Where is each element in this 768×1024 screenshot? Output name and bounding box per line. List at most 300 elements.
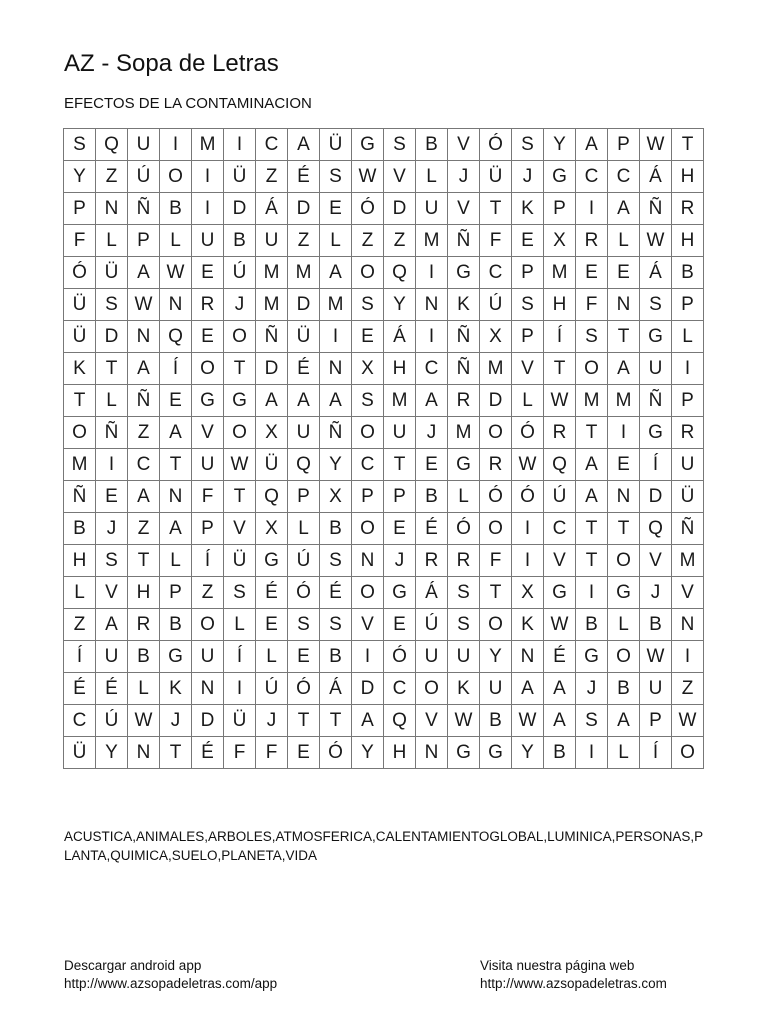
grid-cell: Q [288, 449, 320, 481]
grid-cell: T [480, 193, 512, 225]
grid-cell: T [576, 513, 608, 545]
grid-cell: B [576, 609, 608, 641]
grid-cell: G [224, 385, 256, 417]
grid-cell: J [224, 289, 256, 321]
grid-cell: E [576, 257, 608, 289]
grid-cell: V [416, 705, 448, 737]
grid-cell: G [640, 417, 672, 449]
grid-cell: E [288, 641, 320, 673]
grid-cell: I [224, 673, 256, 705]
grid-cell: R [192, 289, 224, 321]
grid-cell: D [288, 289, 320, 321]
grid-cell: Ü [288, 321, 320, 353]
grid-cell: B [608, 673, 640, 705]
grid-cell: I [576, 737, 608, 769]
grid-cell: P [640, 705, 672, 737]
grid-cell: I [672, 353, 704, 385]
grid-cell: Ü [64, 321, 96, 353]
grid-cell: Z [352, 225, 384, 257]
grid-cell: F [576, 289, 608, 321]
grid-cell: N [416, 737, 448, 769]
grid-cell: Ñ [256, 321, 288, 353]
grid-cell: L [608, 609, 640, 641]
grid-cell: Ó [480, 481, 512, 513]
grid-cell: Q [384, 705, 416, 737]
grid-cell: Ú [128, 161, 160, 193]
grid-cell: D [192, 705, 224, 737]
grid-cell: Á [384, 321, 416, 353]
letter-grid [63, 128, 704, 769]
grid-cell: E [416, 449, 448, 481]
grid-cell: O [416, 673, 448, 705]
grid-cell: Í [640, 737, 672, 769]
grid-cell: H [384, 353, 416, 385]
grid-cell: U [128, 129, 160, 161]
grid-cell: T [64, 385, 96, 417]
grid-cell: L [608, 225, 640, 257]
grid-cell: F [192, 481, 224, 513]
grid-cell: E [320, 193, 352, 225]
grid-cell: O [480, 417, 512, 449]
grid-cell: B [320, 641, 352, 673]
grid-cell: T [544, 353, 576, 385]
grid-cell: B [128, 641, 160, 673]
grid-cell: F [64, 225, 96, 257]
grid-cell: N [128, 321, 160, 353]
grid-cell: Á [640, 161, 672, 193]
grid-cell: W [352, 161, 384, 193]
grid-cell: M [416, 225, 448, 257]
grid-cell: Ú [224, 257, 256, 289]
grid-cell: D [256, 353, 288, 385]
grid-cell: I [512, 513, 544, 545]
grid-cell: S [448, 577, 480, 609]
grid-cell: C [416, 353, 448, 385]
grid-cell: Ñ [96, 417, 128, 449]
grid-cell: Í [544, 321, 576, 353]
grid-cell: T [288, 705, 320, 737]
grid-cell: P [608, 129, 640, 161]
grid-cell: R [128, 609, 160, 641]
grid-cell: U [256, 225, 288, 257]
grid-cell: Z [256, 161, 288, 193]
grid-cell: B [160, 193, 192, 225]
grid-cell: Ó [448, 513, 480, 545]
grid-cell: M [608, 385, 640, 417]
grid-cell: Q [160, 321, 192, 353]
grid-cell: G [448, 737, 480, 769]
grid-cell: Z [384, 225, 416, 257]
grid-cell: I [416, 321, 448, 353]
grid-cell: B [544, 737, 576, 769]
grid-cell: A [608, 353, 640, 385]
grid-cell: G [544, 577, 576, 609]
grid-cell: B [416, 481, 448, 513]
grid-cell: T [224, 481, 256, 513]
grid-cell: Ú [288, 545, 320, 577]
grid-cell: I [96, 449, 128, 481]
grid-cell: Q [544, 449, 576, 481]
grid-cell: D [224, 193, 256, 225]
grid-cell: W [640, 641, 672, 673]
grid-cell: I [512, 545, 544, 577]
grid-cell: A [320, 385, 352, 417]
grid-cell: Ó [288, 577, 320, 609]
grid-cell: E [608, 449, 640, 481]
grid-cell: Y [64, 161, 96, 193]
grid-cell: Ó [288, 673, 320, 705]
grid-cell: É [288, 161, 320, 193]
grid-cell: X [352, 353, 384, 385]
grid-cell: R [448, 385, 480, 417]
grid-cell: Ñ [128, 193, 160, 225]
grid-cell: M [672, 545, 704, 577]
grid-cell: T [480, 577, 512, 609]
grid-cell: G [640, 321, 672, 353]
grid-cell: N [608, 481, 640, 513]
grid-cell: T [384, 449, 416, 481]
grid-cell: Ñ [448, 353, 480, 385]
grid-cell: T [608, 321, 640, 353]
grid-cell: Ú [480, 289, 512, 321]
grid-cell: M [256, 289, 288, 321]
grid-cell: E [288, 737, 320, 769]
grid-cell: E [96, 481, 128, 513]
grid-cell: N [160, 481, 192, 513]
grid-cell: W [512, 449, 544, 481]
grid-cell: V [352, 609, 384, 641]
grid-cell: T [160, 449, 192, 481]
grid-cell: S [320, 545, 352, 577]
grid-cell: D [384, 193, 416, 225]
grid-cell: Z [128, 417, 160, 449]
grid-cell: É [544, 641, 576, 673]
grid-cell: N [352, 545, 384, 577]
grid-cell: Á [320, 673, 352, 705]
grid-cell: A [352, 705, 384, 737]
grid-cell: Ü [224, 705, 256, 737]
grid-cell: K [64, 353, 96, 385]
grid-cell: A [288, 385, 320, 417]
grid-cell: H [384, 737, 416, 769]
grid-cell: H [128, 577, 160, 609]
grid-cell: W [544, 385, 576, 417]
grid-cell: S [512, 289, 544, 321]
grid-cell: J [416, 417, 448, 449]
grid-cell: O [352, 577, 384, 609]
grid-cell: W [672, 705, 704, 737]
grid-cell: Ñ [448, 321, 480, 353]
grid-cell: P [672, 289, 704, 321]
grid-cell: U [192, 225, 224, 257]
grid-cell: R [416, 545, 448, 577]
grid-cell: T [160, 737, 192, 769]
grid-cell: W [128, 705, 160, 737]
grid-cell: P [672, 385, 704, 417]
grid-cell: V [448, 193, 480, 225]
grid-cell: Í [160, 353, 192, 385]
grid-cell: U [640, 673, 672, 705]
grid-cell: G [352, 129, 384, 161]
grid-cell: G [448, 449, 480, 481]
grid-cell: L [288, 513, 320, 545]
grid-cell: O [608, 641, 640, 673]
grid-cell: M [576, 385, 608, 417]
grid-cell: W [448, 705, 480, 737]
grid-cell: Q [384, 257, 416, 289]
grid-cell: A [576, 129, 608, 161]
grid-cell: T [128, 545, 160, 577]
grid-cell: Ü [224, 545, 256, 577]
grid-cell: E [192, 321, 224, 353]
grid-cell: Í [192, 545, 224, 577]
grid-cell: É [64, 673, 96, 705]
grid-cell: M [544, 257, 576, 289]
grid-cell: P [512, 257, 544, 289]
grid-cell: M [448, 417, 480, 449]
grid-cell: O [224, 417, 256, 449]
grid-cell: B [320, 513, 352, 545]
grid-cell: O [192, 353, 224, 385]
grid-cell: Ú [416, 609, 448, 641]
grid-cell: N [192, 673, 224, 705]
grid-cell: A [608, 193, 640, 225]
grid-cell: É [288, 353, 320, 385]
grid-cell: É [192, 737, 224, 769]
grid-cell: S [352, 289, 384, 321]
grid-cell: J [448, 161, 480, 193]
grid-cell: F [256, 737, 288, 769]
grid-cell: C [256, 129, 288, 161]
grid-cell: A [320, 257, 352, 289]
grid-cell: Y [320, 449, 352, 481]
grid-cell: K [448, 289, 480, 321]
grid-cell: S [640, 289, 672, 321]
grid-cell: L [64, 577, 96, 609]
grid-cell: X [256, 513, 288, 545]
grid-cell: O [608, 545, 640, 577]
android-app-link[interactable]: http://www.azsopadeletras.com/app [64, 976, 278, 991]
grid-cell: B [416, 129, 448, 161]
grid-cell: Ó [480, 129, 512, 161]
grid-cell: Ó [64, 257, 96, 289]
grid-cell: E [384, 513, 416, 545]
grid-cell: C [64, 705, 96, 737]
grid-cell: C [384, 673, 416, 705]
grid-cell: H [672, 225, 704, 257]
grid-cell: X [480, 321, 512, 353]
grid-cell: L [224, 609, 256, 641]
grid-cell: O [352, 257, 384, 289]
grid-cell: É [416, 513, 448, 545]
grid-cell: P [384, 481, 416, 513]
grid-cell: U [288, 417, 320, 449]
grid-cell: S [576, 321, 608, 353]
grid-cell: K [512, 193, 544, 225]
grid-cell: P [288, 481, 320, 513]
grid-cell: I [192, 193, 224, 225]
grid-cell: C [128, 449, 160, 481]
grid-cell: F [480, 225, 512, 257]
grid-cell: H [672, 161, 704, 193]
grid-cell: W [640, 129, 672, 161]
grid-cell: S [288, 609, 320, 641]
grid-cell: U [480, 673, 512, 705]
grid-cell: G [256, 545, 288, 577]
grid-cell: O [160, 161, 192, 193]
grid-cell: A [160, 513, 192, 545]
grid-cell: M [480, 353, 512, 385]
grid-cell: M [384, 385, 416, 417]
grid-cell: Ó [512, 417, 544, 449]
grid-cell: Y [480, 641, 512, 673]
grid-cell: E [192, 257, 224, 289]
grid-cell: H [544, 289, 576, 321]
grid-cell: A [96, 609, 128, 641]
grid-cell: P [544, 193, 576, 225]
grid-cell: L [448, 481, 480, 513]
grid-cell: N [672, 609, 704, 641]
grid-cell: F [224, 737, 256, 769]
grid-cell: Ü [64, 737, 96, 769]
grid-cell: I [320, 321, 352, 353]
grid-cell: I [160, 129, 192, 161]
grid-cell: Ú [256, 673, 288, 705]
grid-cell: S [448, 609, 480, 641]
grid-cell: N [512, 641, 544, 673]
grid-cell: W [224, 449, 256, 481]
grid-cell: V [96, 577, 128, 609]
grid-cell: N [160, 289, 192, 321]
grid-cell: V [672, 577, 704, 609]
grid-cell: É [256, 577, 288, 609]
grid-cell: J [160, 705, 192, 737]
grid-cell: Ü [480, 161, 512, 193]
grid-cell: S [512, 129, 544, 161]
grid-cell: Ñ [640, 385, 672, 417]
grid-cell: N [96, 193, 128, 225]
grid-cell: R [672, 417, 704, 449]
grid-cell: E [512, 225, 544, 257]
grid-cell: Ü [64, 289, 96, 321]
grid-cell: Ñ [640, 193, 672, 225]
grid-cell: X [544, 225, 576, 257]
grid-cell: T [96, 353, 128, 385]
grid-cell: G [480, 737, 512, 769]
grid-cell: S [96, 289, 128, 321]
grid-cell: I [224, 129, 256, 161]
grid-cell: N [608, 289, 640, 321]
grid-cell: Y [544, 129, 576, 161]
grid-cell: A [288, 129, 320, 161]
grid-cell: Z [192, 577, 224, 609]
grid-cell: É [96, 673, 128, 705]
grid-cell: T [320, 705, 352, 737]
grid-cell: Ó [352, 193, 384, 225]
grid-cell: Ú [544, 481, 576, 513]
page-title: AZ - Sopa de Letras [64, 50, 279, 77]
grid-cell: T [672, 129, 704, 161]
grid-cell: A [608, 705, 640, 737]
grid-cell: E [608, 257, 640, 289]
grid-cell: V [512, 353, 544, 385]
grid-cell: I [608, 417, 640, 449]
grid-cell: I [416, 257, 448, 289]
grid-cell: G [160, 641, 192, 673]
grid-cell: A [512, 673, 544, 705]
grid-cell: Y [352, 737, 384, 769]
grid-cell: A [128, 481, 160, 513]
grid-cell: U [416, 193, 448, 225]
grid-cell: A [576, 449, 608, 481]
grid-cell: V [544, 545, 576, 577]
grid-cell: Ñ [448, 225, 480, 257]
grid-cell: A [128, 353, 160, 385]
grid-cell: J [96, 513, 128, 545]
grid-cell: U [640, 353, 672, 385]
grid-cell: B [640, 609, 672, 641]
word-list: ACUSTICA,ANIMALES,ARBOLES,ATMOSFERICA,CALENTAMIENTOGLOBAL,LUMINICA,PERSONAS,PLANTA,QUIMICA,SUELO,PLANETA,VIDA [64, 829, 704, 863]
grid-cell: L [96, 385, 128, 417]
website-link[interactable]: http://www.azsopadeletras.com [480, 976, 667, 991]
grid-cell: W [160, 257, 192, 289]
grid-cell: T [576, 545, 608, 577]
footer-android [64, 957, 277, 993]
grid-cell: E [160, 385, 192, 417]
grid-cell: S [96, 545, 128, 577]
grid-cell: L [256, 641, 288, 673]
grid-cell: N [128, 737, 160, 769]
grid-cell: Ñ [320, 417, 352, 449]
grid-cell: P [192, 513, 224, 545]
grid-cell: N [320, 353, 352, 385]
grid-cell: V [448, 129, 480, 161]
grid-cell: H [64, 545, 96, 577]
grid-cell: U [448, 641, 480, 673]
grid-cell: C [576, 161, 608, 193]
grid-cell: O [576, 353, 608, 385]
grid-cell: Í [224, 641, 256, 673]
grid-cell: L [416, 161, 448, 193]
grid-cell: S [320, 161, 352, 193]
grid-cell: Q [640, 513, 672, 545]
grid-cell: A [544, 673, 576, 705]
grid-cell: O [352, 513, 384, 545]
grid-cell: U [384, 417, 416, 449]
grid-cell: Y [96, 737, 128, 769]
grid-cell: P [64, 193, 96, 225]
grid-cell: Z [672, 673, 704, 705]
grid-cell: S [224, 577, 256, 609]
grid-cell: Q [256, 481, 288, 513]
grid-cell: R [480, 449, 512, 481]
grid-cell: Ñ [128, 385, 160, 417]
grid-cell: T [576, 417, 608, 449]
grid-cell: J [384, 545, 416, 577]
grid-cell: J [256, 705, 288, 737]
grid-cell: Á [256, 193, 288, 225]
grid-cell: E [384, 609, 416, 641]
grid-cell: A [544, 705, 576, 737]
grid-cell: E [256, 609, 288, 641]
grid-cell: R [576, 225, 608, 257]
grid-cell: F [480, 545, 512, 577]
grid-cell: Q [96, 129, 128, 161]
grid-cell: C [352, 449, 384, 481]
grid-cell: X [512, 577, 544, 609]
grid-cell: P [160, 577, 192, 609]
grid-cell: B [160, 609, 192, 641]
